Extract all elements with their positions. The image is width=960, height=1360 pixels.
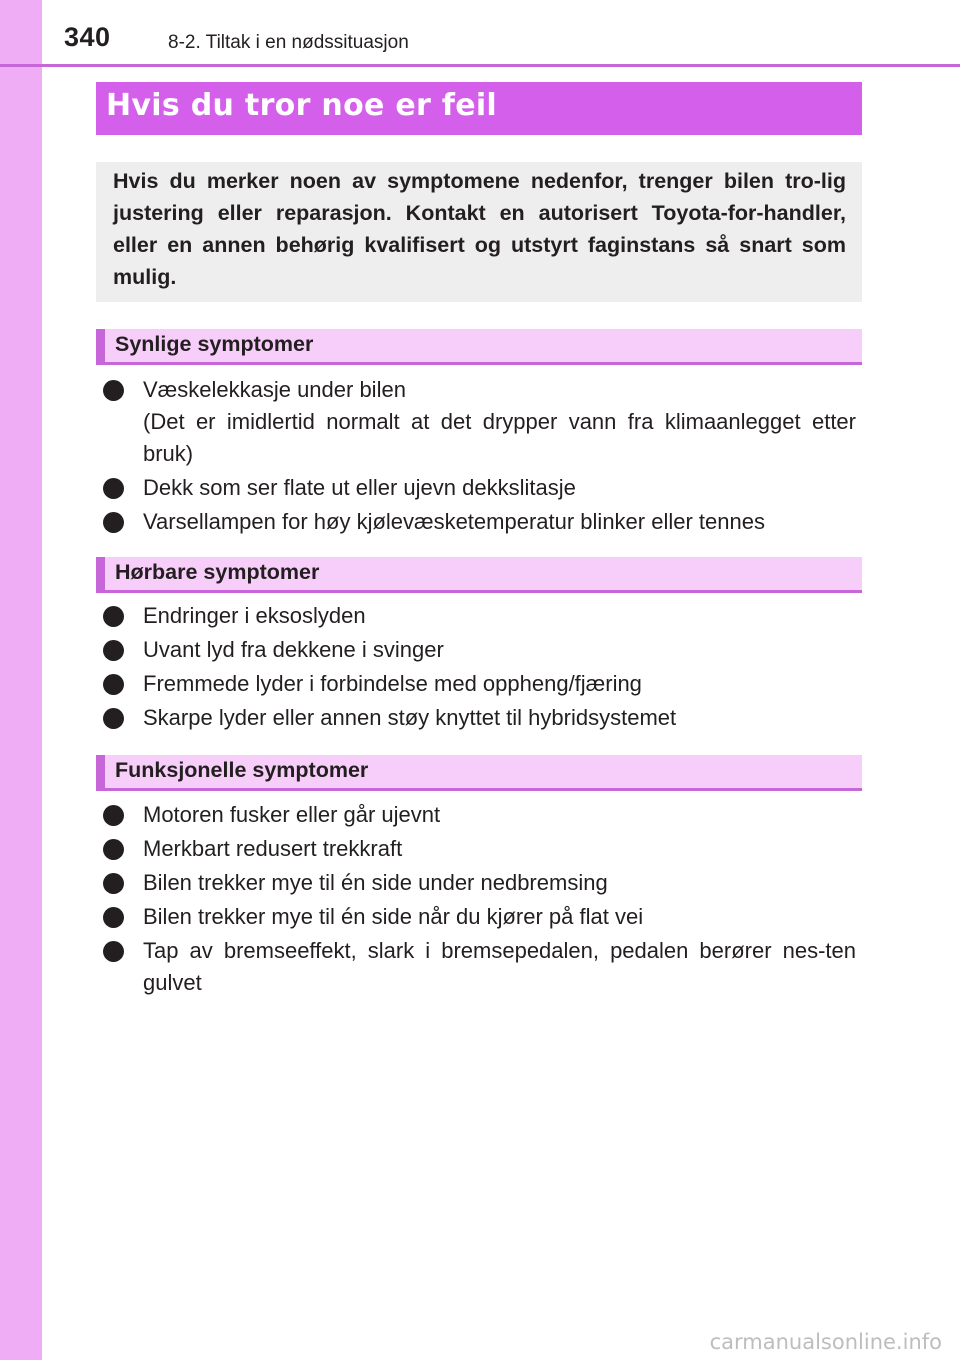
list-item — [100, 634, 856, 666]
page-title-bar — [96, 82, 862, 135]
list-functional-symptoms — [100, 799, 856, 1001]
bullet-icon — [103, 907, 124, 928]
section-heading-audible — [96, 557, 862, 593]
bullet-icon — [103, 708, 124, 729]
list-item-text: Fremmede lyder i forbindelse med oppheng/fjæring — [143, 671, 642, 696]
list-item-text: Tap av bremseeffekt, slark i bremsepedalen, pedalen berører nes-ten gulvet — [143, 938, 856, 995]
bullet-icon — [103, 606, 124, 627]
page-title: Hvis du tror noe er feil — [106, 88, 498, 123]
list-item-text: Væskelekkasje under bilen — [143, 377, 406, 402]
list-visible-symptoms — [100, 374, 856, 540]
section-heading-visible — [96, 329, 862, 365]
list-item — [100, 799, 856, 831]
list-item — [100, 668, 856, 700]
intro-box — [96, 162, 862, 302]
page-number: 340 — [64, 22, 111, 52]
section-path: 8-2. Tiltak i en nødssituasjon — [168, 32, 409, 53]
bullet-icon — [103, 674, 124, 695]
bullet-icon — [103, 640, 124, 661]
list-item-text: Bilen trekker mye til én side under nedbremsing — [143, 870, 608, 895]
list-item — [100, 506, 856, 538]
list-item — [100, 374, 856, 470]
header-divider — [0, 64, 960, 67]
intro-text: Hvis du merker noen av symptomene nedenfor, trenger bilen tro-lig justering eller reparasjon. Kontakt en autorisert Toyota-for-handler, eller en annen behørig kvalifisert og utstyrt faginstans så snart som mulig. — [113, 169, 846, 289]
list-item-text: Merkbart redusert trekkraft — [143, 836, 403, 861]
section-heading-label: Funksjonelle symptomer — [115, 758, 369, 782]
list-item-text: Bilen trekker mye til én side når du kjører på flat vei — [143, 904, 644, 929]
bullet-icon — [103, 478, 124, 499]
list-item-text: Uvant lyd fra dekkene i svinger — [143, 637, 444, 662]
list-audible-symptoms — [100, 600, 856, 736]
list-item-text: Endringer i eksoslyden — [143, 603, 366, 628]
list-item — [100, 833, 856, 865]
list-item-text: Varsellampen for høy kjølevæsketemperatur blinker eller tennes — [143, 509, 765, 534]
list-item — [100, 935, 856, 999]
section-heading-label: Hørbare symptomer — [115, 560, 320, 584]
list-item-text: Dekk som ser flate ut eller ujevn dekkslitasje — [143, 475, 576, 500]
section-heading-label: Synlige symptomer — [115, 332, 314, 356]
side-color-band — [0, 0, 42, 1360]
bullet-icon — [103, 873, 124, 894]
list-item — [100, 901, 856, 933]
list-item — [100, 702, 856, 734]
list-item — [100, 600, 856, 632]
bullet-icon — [103, 512, 124, 533]
list-item-text: Skarpe lyder eller annen støy knyttet til hybridsystemet — [143, 705, 677, 730]
bullet-icon — [103, 805, 124, 826]
list-item — [100, 867, 856, 899]
list-item-text: Motoren fusker eller går ujevnt — [143, 802, 441, 827]
list-item-note: (Det er imidlertid normalt at det drypper vann fra klimaanlegget etter bruk) — [143, 409, 856, 466]
bullet-icon — [103, 839, 124, 860]
bullet-icon — [103, 380, 124, 401]
section-heading-functional — [96, 755, 862, 791]
bullet-icon — [103, 941, 124, 962]
watermark: carmanualsonline.info — [709, 1330, 942, 1354]
list-item — [100, 472, 856, 504]
